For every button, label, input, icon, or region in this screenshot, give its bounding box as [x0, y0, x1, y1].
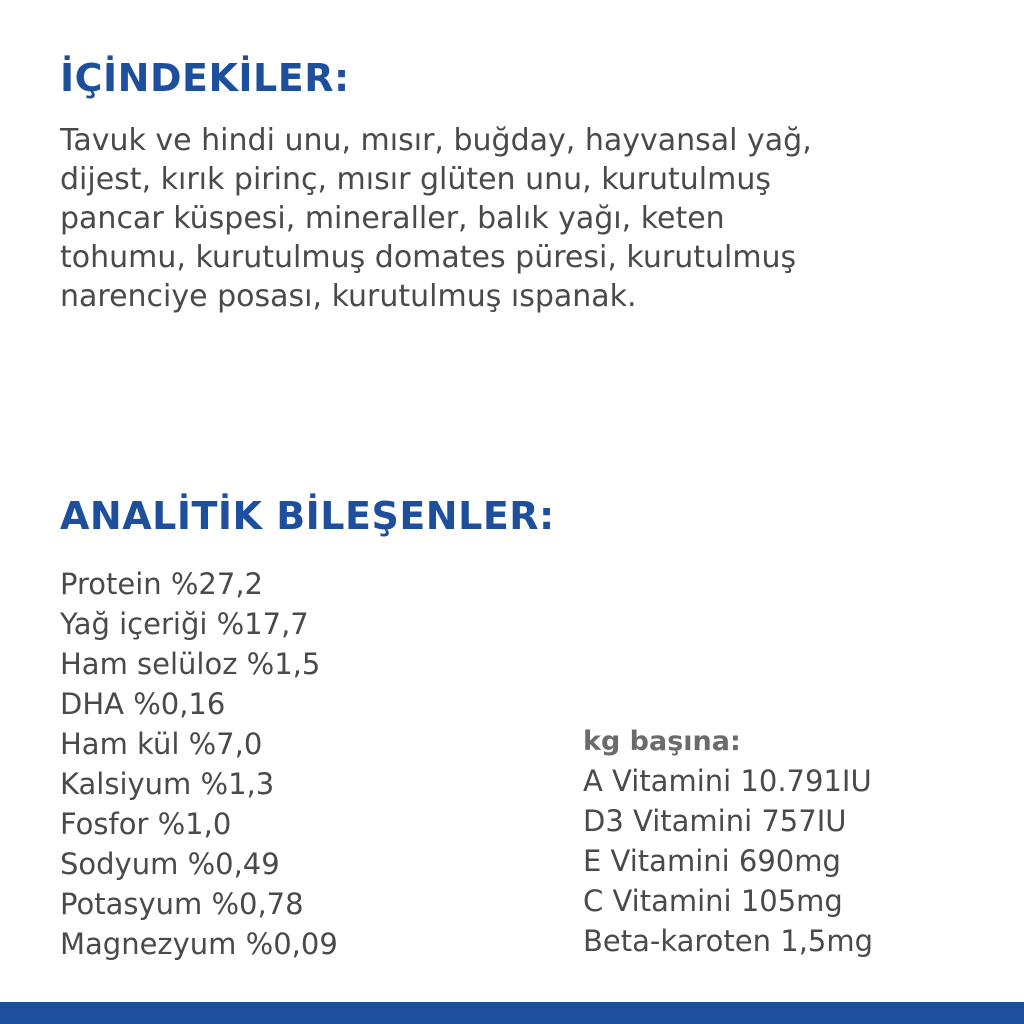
analytical-constituents-heading: ANALİTİK BİLEŞENLER: — [60, 494, 555, 538]
list-item: D3 Vitamini 757IU — [583, 804, 847, 838]
list-item: Magnezyum %0,09 — [60, 927, 338, 961]
list-item: A Vitamini 10.791IU — [583, 764, 872, 798]
list-item: DHA %0,16 — [60, 687, 226, 721]
per-kg-section — [583, 723, 873, 961]
ingredients-line: narenciye posası, kurutulmuş ıspanak. — [60, 279, 637, 314]
list-item: C Vitamini 105mg — [583, 884, 843, 918]
analytical-constituents-list — [60, 564, 338, 964]
list-item: Protein %27,2 — [60, 567, 263, 601]
ingredients-text — [60, 121, 980, 316]
list-item: Kalsiyum %1,3 — [60, 767, 275, 801]
footer-bar — [0, 1002, 1024, 1024]
ingredients-line: dijest, kırık pirinç, mısır glüten unu, kurutulmuş — [60, 162, 772, 197]
vitamin-list — [583, 761, 873, 961]
list-item: Beta-karoten 1,5mg — [583, 924, 874, 958]
list-item: Potasyum %0,78 — [60, 887, 304, 921]
ingredients-line: pancar küspesi, mineraller, balık yağı, keten — [60, 201, 725, 236]
list-item: Yağ içeriği %17,7 — [60, 607, 309, 641]
ingredients-line: Tavuk ve hindi unu, mısır, buğday, hayvansal yağ, — [60, 123, 812, 158]
ingredients-line: tohumu, kurutulmuş domates püresi, kurutulmuş — [60, 240, 797, 275]
per-kg-label: kg başına: — [583, 726, 741, 757]
list-item: E Vitamini 690mg — [583, 844, 841, 878]
ingredients-heading: İÇİNDEKİLER: — [60, 56, 350, 100]
list-item: Ham kül %7,0 — [60, 727, 263, 761]
list-item: Fosfor %1,0 — [60, 807, 232, 841]
list-item: Ham selüloz %1,5 — [60, 647, 321, 681]
list-item: Sodyum %0,49 — [60, 847, 280, 881]
